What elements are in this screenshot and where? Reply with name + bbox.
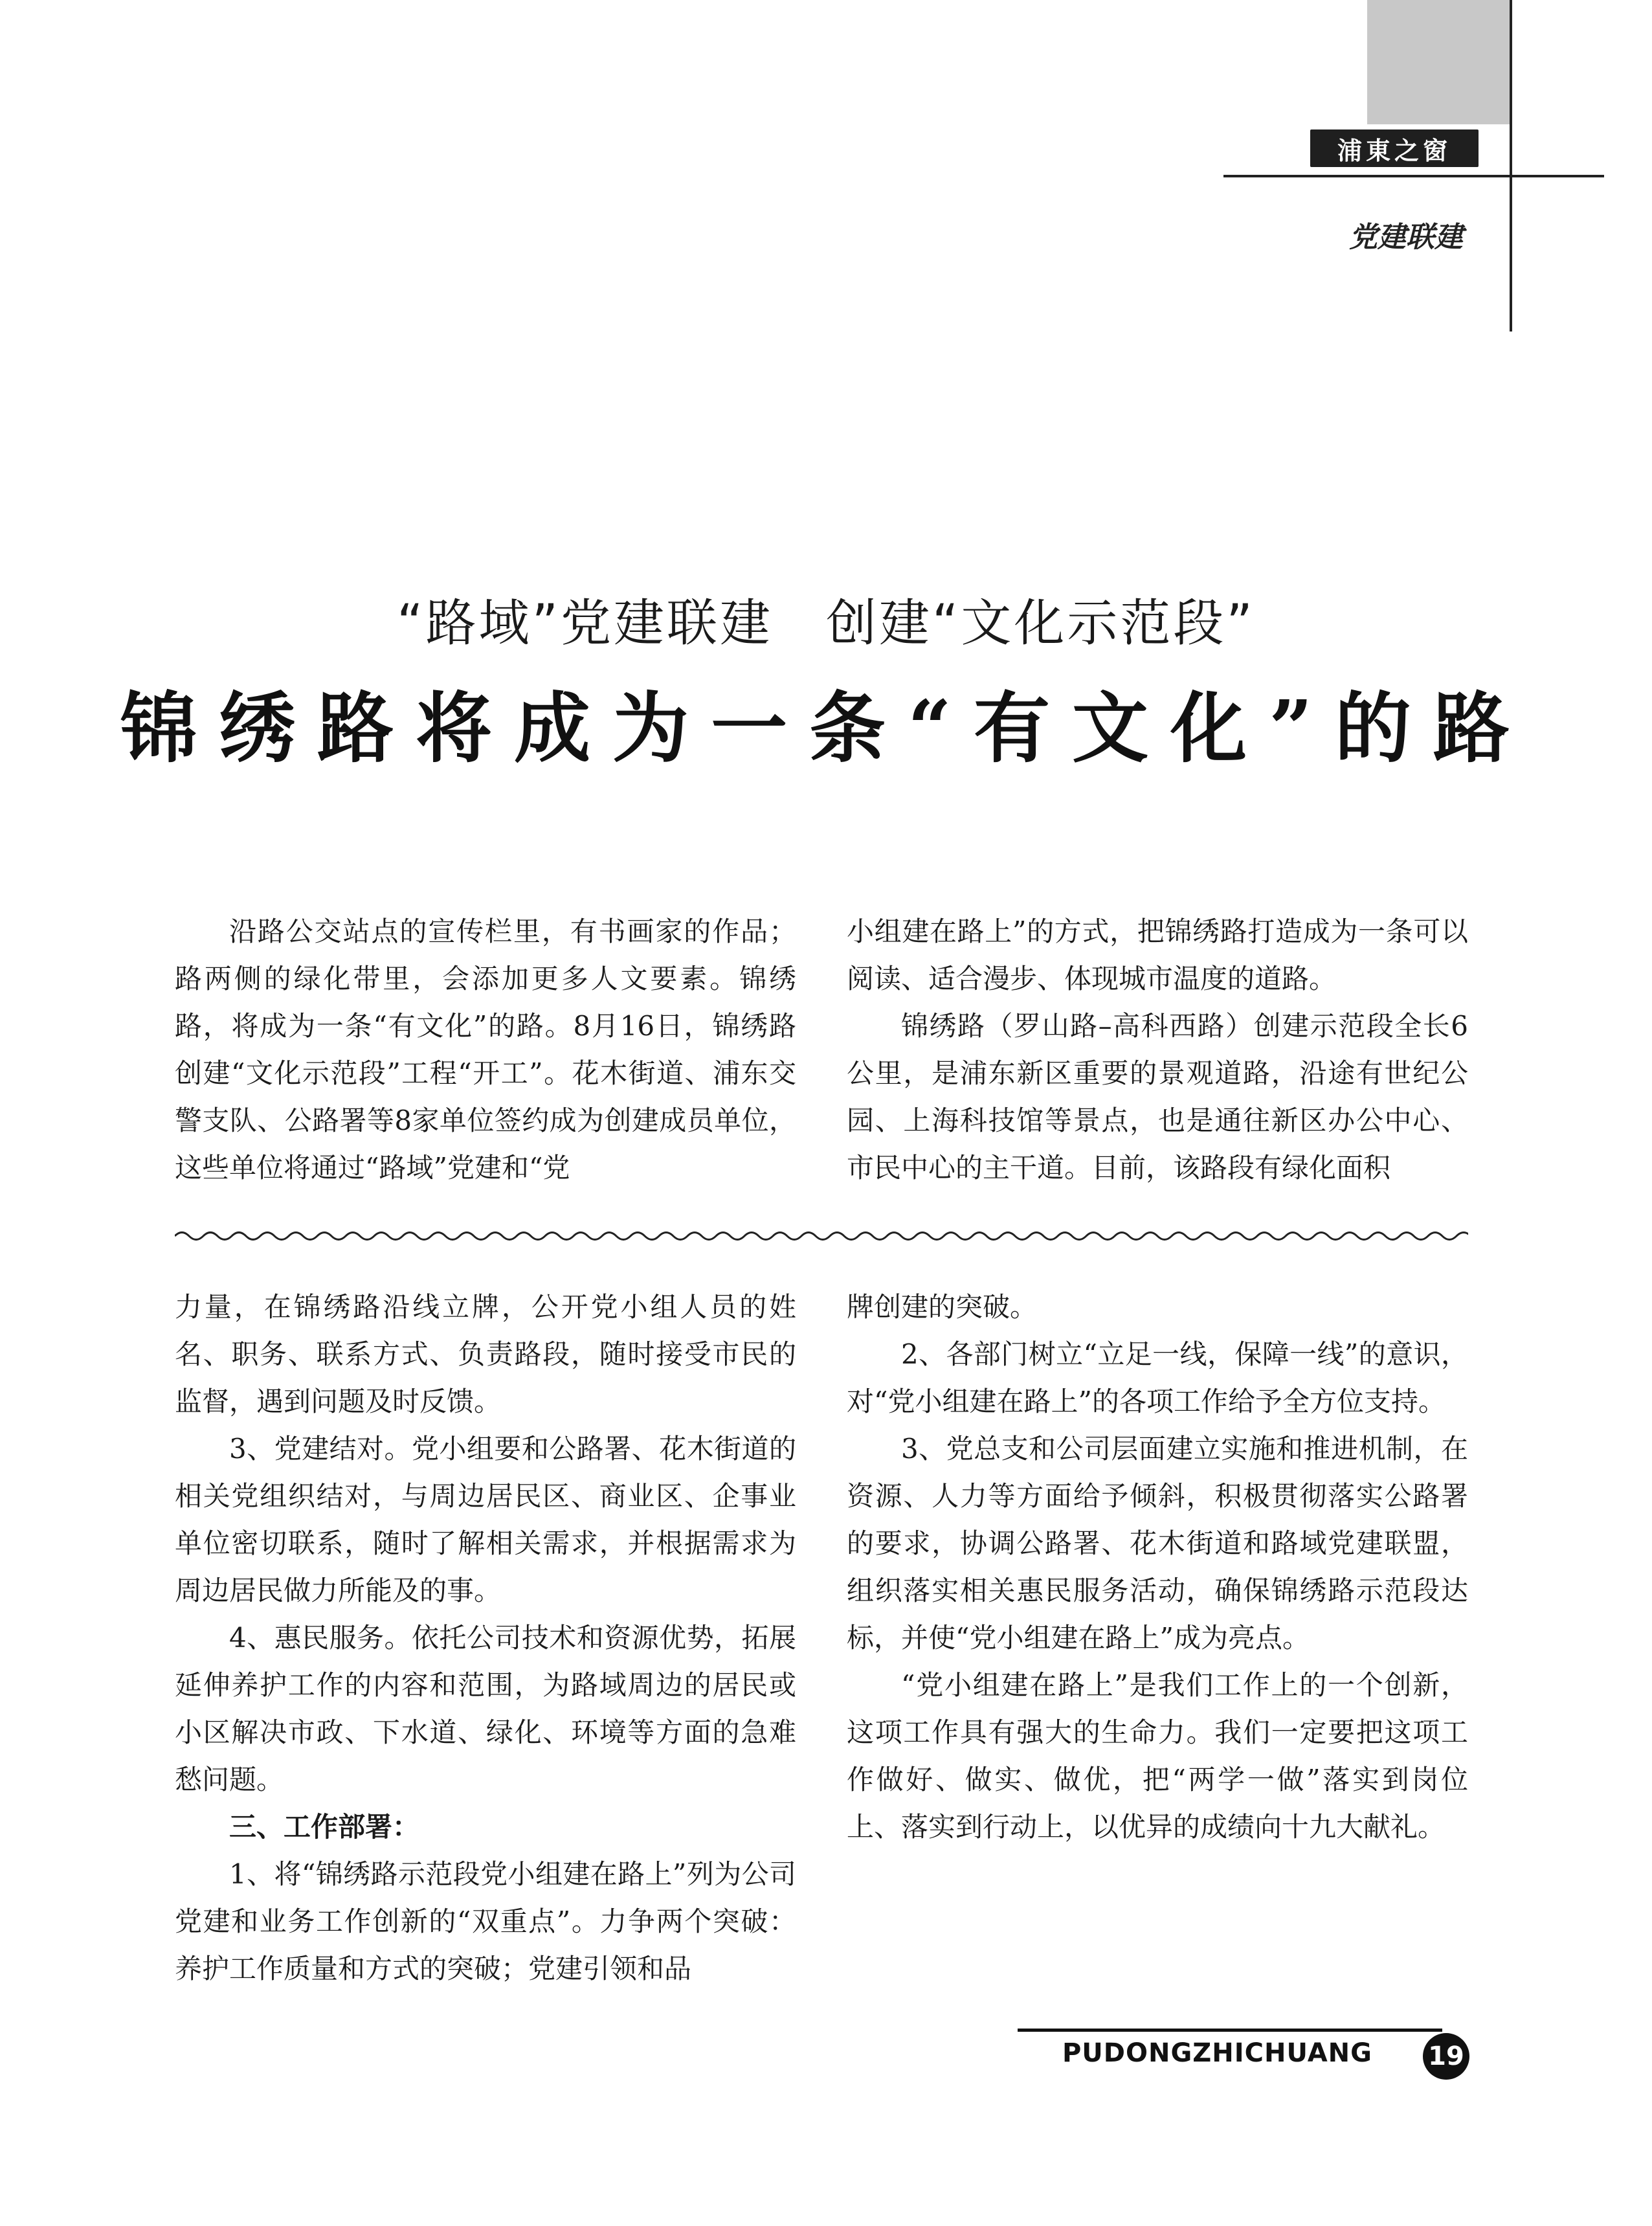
footer-rule [1018, 2029, 1442, 2032]
paragraph: “党小组建在路上”是我们工作上的一个创新，这项工作具有强大的生命力。我们一定要把这项工作做好、做实、做优，把“两学一做”落实到岗位上、落实到行动上，以优异的成绩向十九大献礼。 [847, 1669, 1468, 1843]
body-column-bottom-left [175, 1283, 796, 1992]
header-corner-block [1367, 0, 1511, 124]
paragraph: 牌创建的突破。 [847, 1291, 1038, 1323]
paragraph: 力量，在锦绣路沿线立牌，公开党小组人员的姓名、职务、联系方式、负责路段，随时接受市民的监督，遇到问题及时反馈。 [175, 1291, 796, 1417]
paragraph: 1、将“锦绣路示范段党小组建在路上”列为公司党建和业务工作创新的“双重点”。力争两个突破：养护工作质量和方式的突破；党建引领和品 [175, 1858, 796, 1984]
body-column-top-left [175, 908, 796, 1191]
wavy-divider [175, 1228, 1468, 1244]
article-title: 锦绣路将成为一条“有文化”的路 [120, 683, 1532, 773]
body-column-top-right [847, 908, 1468, 1191]
body-column-bottom-right [847, 1283, 1468, 1850]
paragraph: 3、党建结对。党小组要和公路署、花木街道的相关党组织结对，与周边居民区、商业区、企事业单位密切联系，随时了解相关需求，并根据需求为周边居民做力所能及的事。 [175, 1433, 796, 1606]
section-label: 党建联建 [1349, 221, 1463, 254]
paragraph: 锦绣路（罗山路–高科西路）创建示范段全长6公里，是浦东新区重要的景观道路，沿途有世纪公园、上海科技馆等景点，也是通往新区办公中心、市民中心的主干道。目前，该路段有绿化面积 [847, 1010, 1468, 1184]
paragraph: 沿路公交站点的宣传栏里，有书画家的作品；路两侧的绿化带里，会添加更多人文要素。锦绣路，将成为一条“有文化”的路。8月16日，锦绣路创建“文化示范段”工程“开工”。花木街道、浦东交警支队、公路署等8家单位签约成为创建成员单位，这些单位将通过“路域”党建和“党 [175, 916, 796, 1184]
article-subtitle: “路域”党建联建 创建“文化示范段” [397, 594, 1255, 653]
footer-magazine-name: PUDONGZHICHUANG [1062, 2038, 1372, 2068]
paragraph: 2、各部门树立“立足一线，保障一线”的意识，对“党小组建在路上”的各项工作给予全方位支持。 [847, 1338, 1468, 1417]
magazine-logo: 浦東之窗 [1310, 129, 1479, 167]
paragraph: 小组建在路上”的方式，把锦绣路打造成为一条可以阅读、适合漫步、体现城市温度的道路。 [847, 916, 1468, 995]
section-heading: 三、工作部署： [229, 1811, 420, 1843]
page-number: 19 [1423, 2033, 1469, 2080]
header-horizontal-rule [1223, 175, 1604, 177]
paragraph: 4、惠民服务。依托公司技术和资源优势，拓展延伸养护工作的内容和范围，为路域周边的居民或小区解决市政、下水道、绿化、环境等方面的急难愁问题。 [175, 1622, 796, 1795]
paragraph: 3、党总支和公司层面建立实施和推进机制，在资源、人力等方面给予倾斜，积极贯彻落实公路署的要求，协调公路署、花木街道和路域党建联盟，组织落实相关惠民服务活动，确保锦绣路示范段达标，并使“党小组建在路上”成为亮点。 [847, 1433, 1468, 1654]
header-vertical-rule [1510, 0, 1512, 332]
